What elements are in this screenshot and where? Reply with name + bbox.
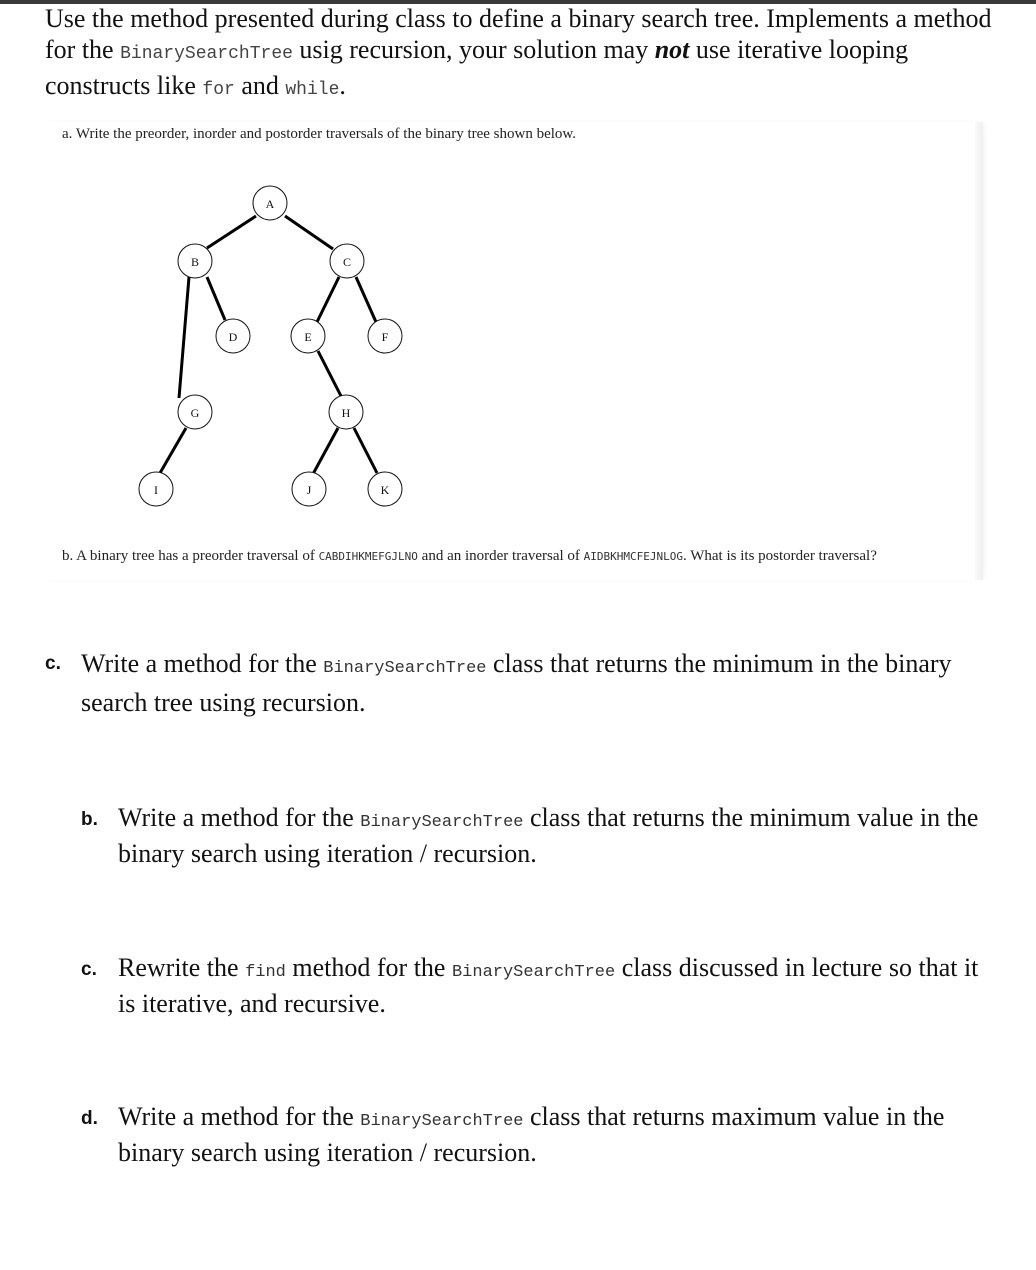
intro-class-code: BinarySearchTree xyxy=(120,44,293,64)
question-item xyxy=(81,647,981,720)
question-a: a. Write the preorder, inorder and postorder traversals of the binary tree shown below. xyxy=(62,126,577,142)
intro-text-4: and xyxy=(234,71,286,100)
question-b-prefix: b. A binary tree has a preorder traversal of xyxy=(62,548,319,564)
intro-emphasis: not xyxy=(654,35,690,64)
tree-node-label-f: F xyxy=(381,330,389,344)
tree-node-label-i: I xyxy=(154,483,158,497)
edge-c-e xyxy=(317,277,339,322)
question-b-suffix: . What is its postorder traversal? xyxy=(683,548,877,564)
tree-node-label-d: D xyxy=(228,330,238,344)
intro-text-2: usig recursion, your solution may xyxy=(292,35,655,64)
tree-node-label-j: J xyxy=(306,483,312,497)
edge-b-d xyxy=(207,277,225,320)
tree-node-label-a: A xyxy=(265,197,275,211)
item-text: Write a method for the xyxy=(118,803,361,832)
question-b xyxy=(62,548,877,565)
intro-text-5: . xyxy=(339,71,346,100)
edge-e-h xyxy=(318,351,342,398)
item-marker: c. xyxy=(81,959,97,980)
edge-a-b xyxy=(207,216,256,248)
question-item xyxy=(118,802,998,869)
item-class-code: BinarySearchTree xyxy=(323,659,487,678)
item-text: class that returns the minimum value in the binary search using iteration / recursion. xyxy=(118,803,979,868)
edge-h-j xyxy=(313,428,338,474)
tree-node-label-e: E xyxy=(304,330,312,344)
item-text: method for the xyxy=(285,953,452,982)
edge-c-f xyxy=(356,277,376,322)
tree-node-label-b: B xyxy=(190,255,200,269)
question-b-mid: and an inorder traversal of xyxy=(417,548,584,564)
item-marker: d. xyxy=(81,1108,98,1129)
inorder-sequence: AIDBKHMCFEJNLOG xyxy=(583,550,684,563)
tree-node-label-c: C xyxy=(342,255,352,269)
intro-text-3: use iterative looping constructs like xyxy=(45,35,909,100)
question-item xyxy=(118,952,998,1019)
item-class-code: BinarySearchTree xyxy=(451,963,616,982)
intro-text-1: Use the method presented during class to define a binary search tree. Implements a method for the xyxy=(45,4,992,64)
question-item xyxy=(118,1101,998,1168)
edge-h-k xyxy=(354,428,377,473)
item-marker: c. xyxy=(45,653,61,674)
item-text: class that returns the minimum in the binary search tree using recursion. xyxy=(81,649,952,717)
item-class-code: BinarySearchTree xyxy=(360,1112,524,1131)
tree-node-label-h: H xyxy=(341,406,351,420)
item-text: Rewrite the xyxy=(118,953,246,982)
item-text: Write a method for the xyxy=(81,649,324,678)
item-marker: b. xyxy=(81,809,98,830)
tree-node-label-k: K xyxy=(380,483,390,497)
item-text: class discussed in lecture so that it is iterative, and recursive. xyxy=(118,953,979,1018)
item-text: Write a method for the xyxy=(118,1102,361,1131)
tree-node-label-g: G xyxy=(190,406,200,420)
item-text: class that returns maximum value in the binary search using iteration / recursion. xyxy=(118,1102,945,1167)
item-class-code: BinarySearchTree xyxy=(360,813,524,832)
edge-b-g xyxy=(179,277,189,398)
intro-for-code: for xyxy=(202,80,235,100)
intro-while-code: while xyxy=(285,80,340,100)
edge-a-c xyxy=(285,216,333,249)
edge-g-i xyxy=(160,428,186,473)
item-find-code: find xyxy=(245,963,286,982)
preorder-sequence: CABDIHKMEFGJLNO xyxy=(318,550,418,563)
